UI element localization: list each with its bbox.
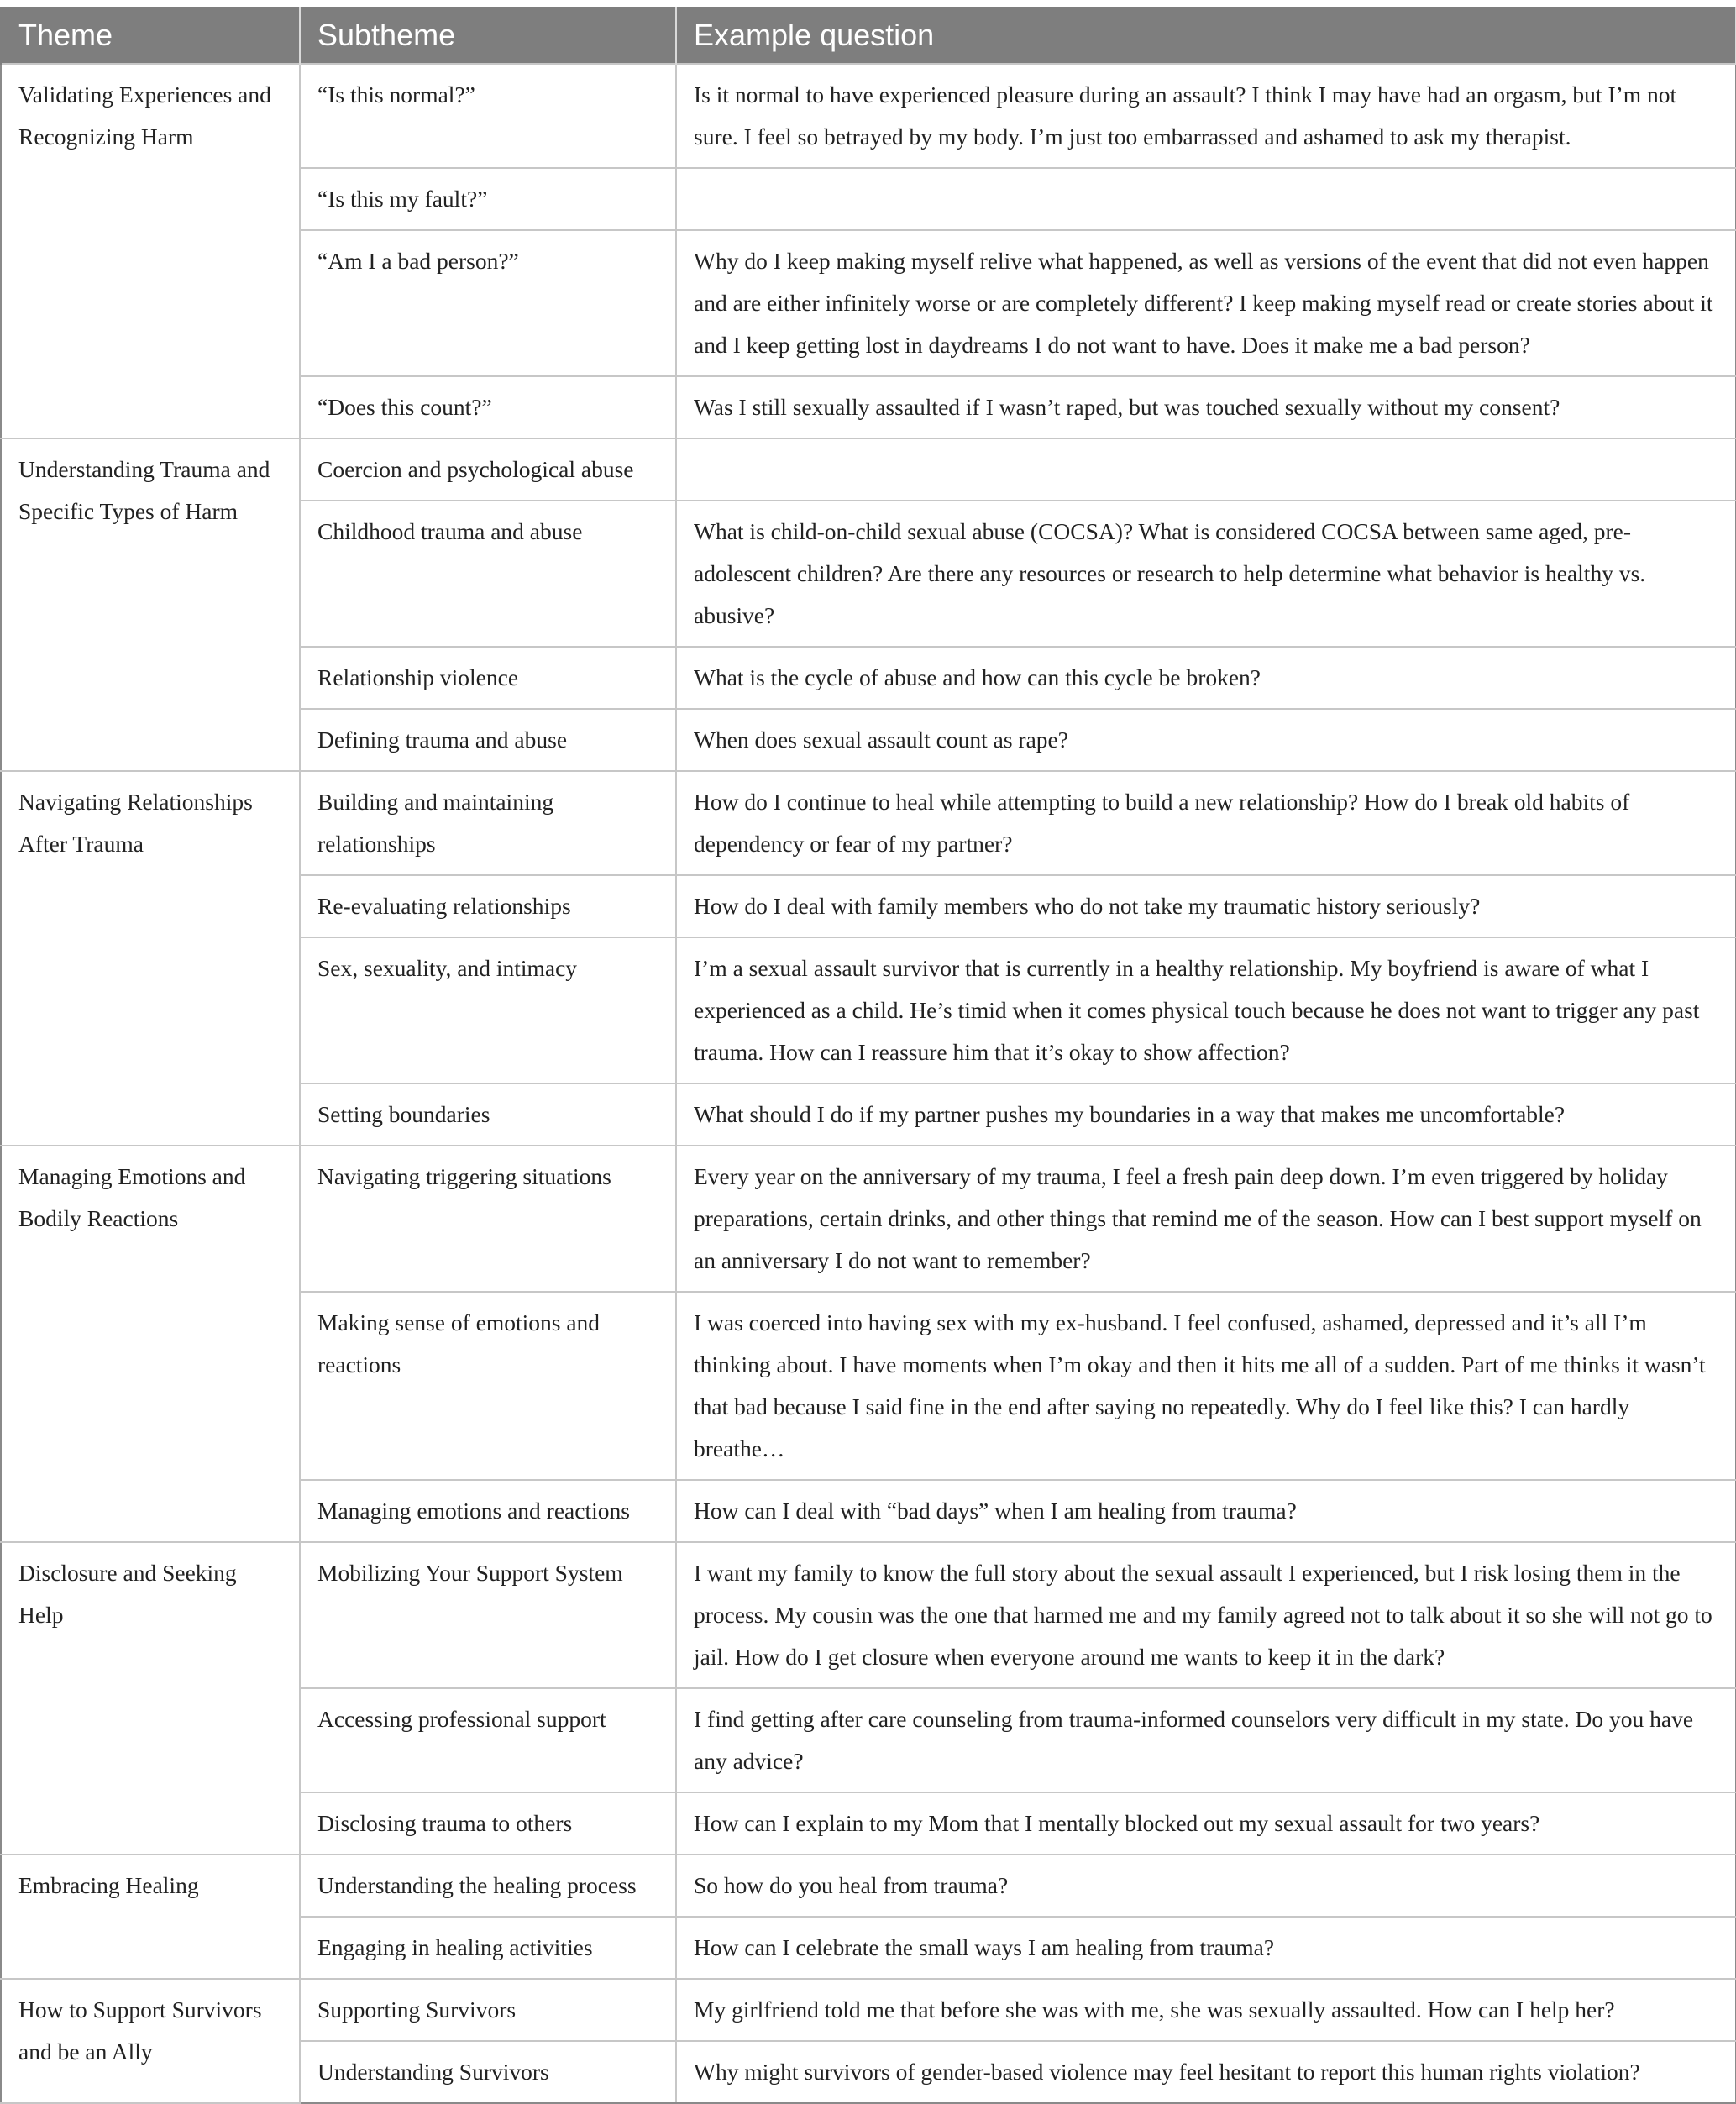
theme-cell: How to Support Survivors and be an Ally: [1, 1979, 300, 2103]
theme-cell: Managing Emotions and Bodily Reactions: [1, 1146, 300, 1542]
themes-table-container: [0, 7, 1736, 2104]
example-question-cell: How do I deal with family members who do not take my traumatic history seriously?: [676, 875, 1736, 937]
table-row: [1, 1979, 1736, 2041]
table-body: [1, 64, 1736, 2103]
example-question-cell: What should I do if my partner pushes my boundaries in a way that makes me uncomfortable?: [676, 1083, 1736, 1146]
header-example-question: Example question: [676, 7, 1736, 64]
subtheme-cell: Managing emotions and reactions: [300, 1480, 676, 1542]
example-question-cell: My girlfriend told me that before she was with me, she was sexually assaulted. How can I help her?: [676, 1979, 1736, 2041]
table-row: [1, 438, 1736, 501]
example-question-cell: How can I celebrate the small ways I am healing from trauma?: [676, 1917, 1736, 1979]
header-subtheme: Subtheme: [300, 7, 676, 64]
example-question-cell: I’m a sexual assault survivor that is currently in a healthy relationship. My boyfriend is aware of what I experienced as a child. He’s timid when it comes physical touch because he does not want to trigger any past trauma. How can I reassure him that it’s okay to show affection?: [676, 937, 1736, 1083]
header-theme: Theme: [1, 7, 300, 64]
header-row: [1, 7, 1736, 64]
subtheme-cell: Making sense of emotions and reactions: [300, 1292, 676, 1480]
example-question-cell: Why do I keep making myself relive what happened, as well as versions of the event that did not even happen and are either infinitely worse or are completely different? I keep making myself read or create stories about it and I keep getting lost in daydreams I do not want to have. Does it make me a bad person?: [676, 230, 1736, 376]
table-row: [1, 1542, 1736, 1688]
theme-cell: Validating Experiences and Recognizing Harm: [1, 64, 300, 438]
subtheme-cell: Defining trauma and abuse: [300, 709, 676, 771]
subtheme-cell: Coercion and psychological abuse: [300, 438, 676, 501]
subtheme-cell: Accessing professional support: [300, 1688, 676, 1792]
example-question-cell: I was coerced into having sex with my ex-husband. I feel confused, ashamed, depressed and it’s all I’m thinking about. I have moments when I’m okay and then it hits me all of a sudden. Part of me thinks it wasn’t that bad because I said fine in the end after saying no repeatedly. Why do I feel like this? I can hardly breathe…: [676, 1292, 1736, 1480]
theme-cell: Navigating Relationships After Trauma: [1, 771, 300, 1146]
subtheme-cell: Disclosing trauma to others: [300, 1792, 676, 1855]
subtheme-cell: “Is this my fault?”: [300, 168, 676, 230]
subtheme-cell: Understanding the healing process: [300, 1855, 676, 1917]
theme-cell: Disclosure and Seeking Help: [1, 1542, 300, 1855]
subtheme-cell: Building and maintaining relationships: [300, 771, 676, 875]
table-row: [1, 1855, 1736, 1917]
table-row: [1, 1146, 1736, 1292]
example-question-cell: When does sexual assault count as rape?: [676, 709, 1736, 771]
table-header: [1, 7, 1736, 64]
example-question-cell: Every year on the anniversary of my trauma, I feel a fresh pain deep down. I’m even triggered by holiday preparations, certain drinks, and other things that remind me of the season. How can I best support myself on an anniversary I do not want to remember?: [676, 1146, 1736, 1292]
subtheme-cell: “Am I a bad person?”: [300, 230, 676, 376]
subtheme-cell: Sex, sexuality, and intimacy: [300, 937, 676, 1083]
theme-cell: Understanding Trauma and Specific Types of Harm: [1, 438, 300, 771]
subtheme-cell: Setting boundaries: [300, 1083, 676, 1146]
example-question-cell: Is it normal to have experienced pleasure during an assault? I think I may have had an orgasm, but I’m not sure. I feel so betrayed by my body. I’m just too embarrassed and ashamed to ask my therapist.: [676, 64, 1736, 168]
subtheme-cell: Understanding Survivors: [300, 2041, 676, 2103]
table-row: [1, 771, 1736, 875]
example-question-cell: So how do you heal from trauma?: [676, 1855, 1736, 1917]
subtheme-cell: Supporting Survivors: [300, 1979, 676, 2041]
subtheme-cell: Relationship violence: [300, 647, 676, 709]
example-question-cell: How can I deal with “bad days” when I am healing from trauma?: [676, 1480, 1736, 1542]
subtheme-cell: “Does this count?”: [300, 376, 676, 438]
example-question-cell: What is child-on-child sexual abuse (COCSA)? What is considered COCSA between same aged, pre-adolescent children? Are there any resources or research to help determine what behavior is healthy vs. abusive?: [676, 501, 1736, 647]
example-question-cell: I find getting after care counseling from trauma-informed counselors very difficult in my state. Do you have any advice?: [676, 1688, 1736, 1792]
example-question-cell: I want my family to know the full story about the sexual assault I experienced, but I risk losing them in the process. My cousin was the one that harmed me and my family agreed not to talk about it so she will not go to jail. How do I get closure when everyone around me wants to keep it in the dark?: [676, 1542, 1736, 1688]
table-row: [1, 64, 1736, 168]
subtheme-cell: Navigating triggering situations: [300, 1146, 676, 1292]
subtheme-cell: Re-evaluating relationships: [300, 875, 676, 937]
example-question-cell: How can I explain to my Mom that I mentally blocked out my sexual assault for two years?: [676, 1792, 1736, 1855]
themes-table: [0, 7, 1736, 2104]
subtheme-cell: “Is this normal?”: [300, 64, 676, 168]
example-question-cell: [676, 168, 1736, 230]
subtheme-cell: Childhood trauma and abuse: [300, 501, 676, 647]
example-question-cell: [676, 438, 1736, 501]
example-question-cell: What is the cycle of abuse and how can this cycle be broken?: [676, 647, 1736, 709]
example-question-cell: Was I still sexually assaulted if I wasn’t raped, but was touched sexually without my consent?: [676, 376, 1736, 438]
example-question-cell: Why might survivors of gender-based violence may feel hesitant to report this human rights violation?: [676, 2041, 1736, 2103]
example-question-cell: How do I continue to heal while attempting to build a new relationship? How do I break old habits of dependency or fear of my partner?: [676, 771, 1736, 875]
subtheme-cell: Mobilizing Your Support System: [300, 1542, 676, 1688]
subtheme-cell: Engaging in healing activities: [300, 1917, 676, 1979]
theme-cell: Embracing Healing: [1, 1855, 300, 1979]
